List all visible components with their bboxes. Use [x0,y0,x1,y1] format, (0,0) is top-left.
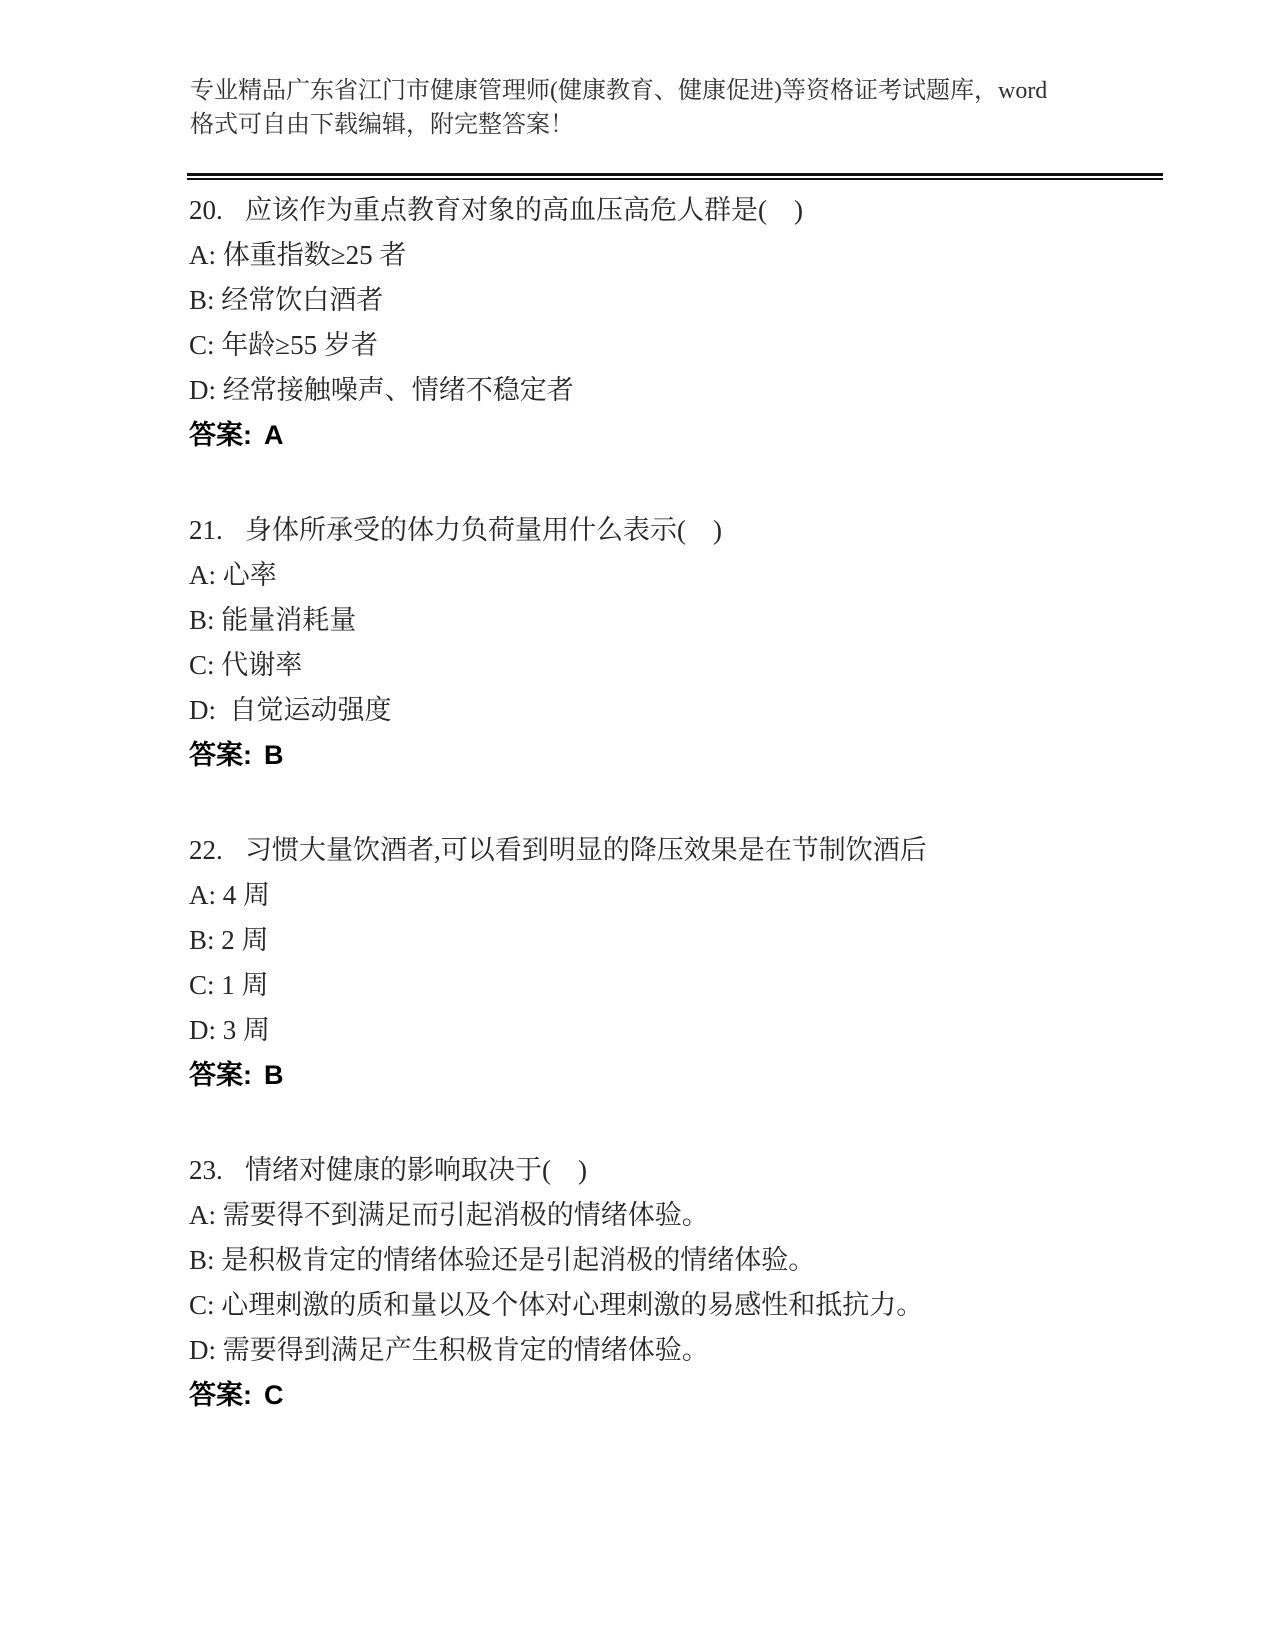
answer-value: C [264,1380,284,1410]
question-title-line [189,188,1149,233]
answer-value: B [264,1060,284,1090]
question-21 [189,508,1149,778]
answer-label: 答案: [189,740,252,770]
option-line-c: C: 1 周 [189,970,269,1000]
answer-line [189,733,1149,778]
doc-header [190,0,1100,142]
question-23 [189,1148,1149,1418]
questions-section [189,188,1149,1418]
option-line-d: D: 自觉运动强度 [189,695,392,725]
answer-line [189,1373,1149,1418]
question-title: 情绪对健康的影响取决于( ) [245,1155,587,1185]
question-title: 习惯大量饮酒者,可以看到明显的降压效果是在节制饮酒后 [245,835,927,865]
option-line-b: B: 经常饮白酒者 [189,285,384,315]
question-title: 身体所承受的体力负荷量用什么表示( ) [245,515,722,545]
option-line-c: C: 心理刺激的质和量以及个体对心理刺激的易感性和抵抗力。 [189,1290,924,1320]
option-line-b: B: 能量消耗量 [189,605,357,635]
answer-value: A [264,420,284,450]
option-line-d: D: 经常接触噪声、情绪不稳定者 [189,375,574,405]
question-title-line [189,1148,1149,1193]
option-line-d: D: 需要得到满足产生积极肯定的情绪体验。 [189,1335,709,1365]
question-title-line [189,508,1149,553]
option-line-a: A: 需要得不到满足而引起消极的情绪体验。 [189,1200,709,1230]
option-line-a: A: 体重指数≥25 者 [189,240,407,270]
option-line-a: A: 心率 [189,560,277,590]
header-line-2: 格式可自由下载编辑，附完整答案！ [190,112,574,138]
answer-line [189,413,1149,458]
option-line-c: C: 年龄≥55 岁者 [189,330,378,360]
question-22 [189,828,1149,1098]
question-number: 21. [189,515,223,545]
answer-value: B [264,740,284,770]
option-line-d: D: 3 周 [189,1015,270,1045]
question-title-line [189,828,1149,873]
question-number: 22. [189,835,223,865]
question-number: 23. [189,1155,223,1185]
option-line-b: B: 是积极肯定的情绪体验还是引起消极的情绪体验。 [189,1245,816,1275]
answer-label: 答案: [189,1380,252,1410]
question-20 [189,188,1149,458]
option-line-b: B: 2 周 [189,925,269,955]
answer-label: 答案: [189,420,252,450]
header-divider [187,173,1163,180]
question-number: 20. [189,195,223,225]
option-line-c: C: 代谢率 [189,650,303,680]
question-title: 应该作为重点教育对象的高血压高危人群是( ) [245,195,803,225]
option-line-a: A: 4 周 [189,880,270,910]
answer-label: 答案: [189,1060,252,1090]
header-line-1: 专业精品广东省江门市健康管理师(健康教育、健康促进)等资格证考试题库，word [190,78,1048,104]
answer-line [189,1053,1149,1098]
